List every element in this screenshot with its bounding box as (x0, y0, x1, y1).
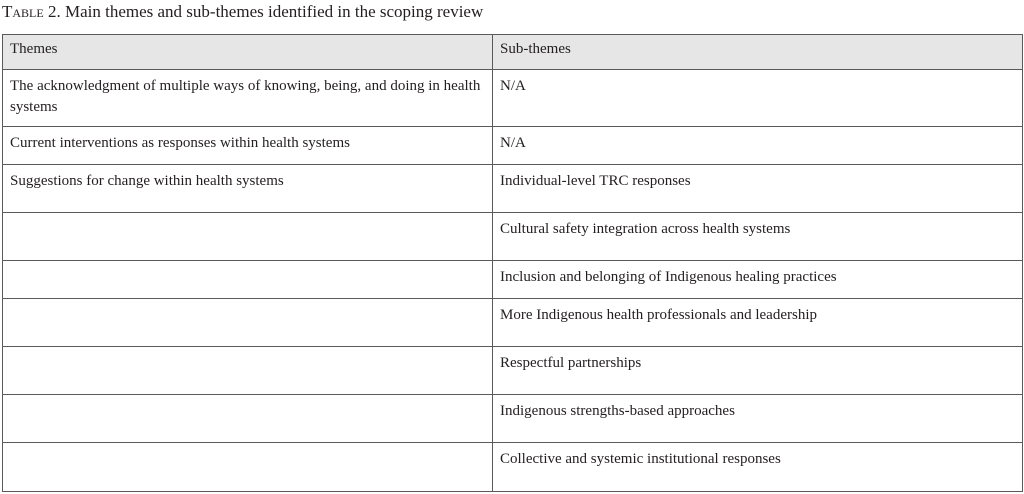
theme-cell: Suggestions for change within health systems (3, 165, 493, 213)
theme-cell (3, 443, 493, 492)
theme-cell (3, 261, 493, 299)
table-row (3, 261, 1023, 299)
table-row (3, 165, 1023, 213)
subtheme-cell: Collective and systemic institutional responses (493, 443, 1023, 492)
table-title: Main themes and sub-themes identified in the scoping review (64, 2, 484, 21)
table-row (3, 127, 1023, 165)
theme-cell: Current interventions as responses within health systems (3, 127, 493, 165)
table-row (3, 70, 1023, 127)
subtheme-cell: N/A (493, 127, 1023, 165)
table-caption (2, 1, 483, 23)
subtheme-cell: Inclusion and belonging of Indigenous healing practices (493, 261, 1023, 299)
theme-cell (3, 395, 493, 443)
table-row (3, 347, 1023, 395)
table-number: Table 2. (2, 2, 61, 21)
subtheme-cell: Individual-level TRC responses (493, 165, 1023, 213)
subtheme-cell: More Indigenous health professionals and leadership (493, 299, 1023, 347)
theme-cell (3, 347, 493, 395)
subtheme-cell: N/A (493, 70, 1023, 127)
themes-table (2, 34, 1023, 492)
subtheme-cell: Cultural safety integration across health systems (493, 213, 1023, 261)
table-header-row (3, 35, 1023, 70)
column-header-themes: Themes (3, 35, 493, 70)
subtheme-cell: Indigenous strengths-based approaches (493, 395, 1023, 443)
theme-cell: The acknowledgment of multiple ways of knowing, being, and doing in health systems (3, 70, 493, 127)
theme-cell (3, 213, 493, 261)
table-row (3, 213, 1023, 261)
theme-cell (3, 299, 493, 347)
subtheme-cell: Respectful partnerships (493, 347, 1023, 395)
table-row (3, 299, 1023, 347)
column-header-sub-themes: Sub-themes (493, 35, 1023, 70)
table-row (3, 395, 1023, 443)
table-row (3, 443, 1023, 492)
